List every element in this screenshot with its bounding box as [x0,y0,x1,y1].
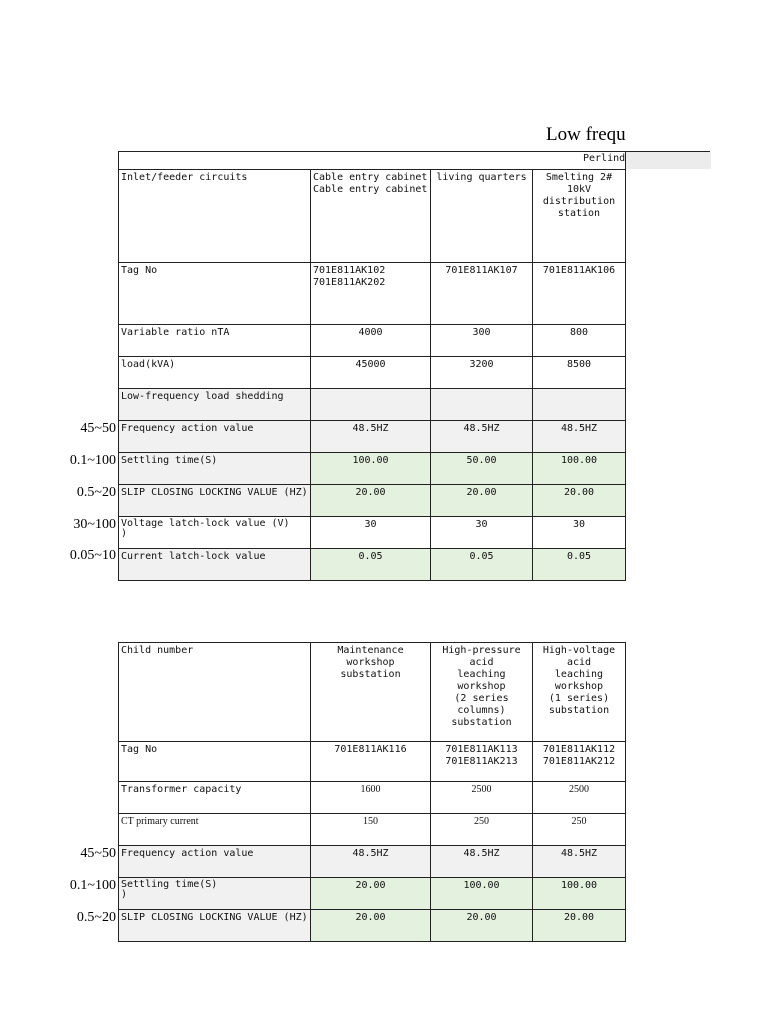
cell: 20.00 [431,485,533,517]
cell: High-pressure acid leaching workshop (2 series columns) substation [431,643,533,742]
cell: 701E811AK112 701E811AK212 [533,742,626,782]
row-label: Frequency action value [119,421,311,453]
table-row [119,549,626,581]
cell: 0.05 [533,549,626,581]
row-label: Child number [119,643,311,742]
cell: 48.5HZ [311,421,431,453]
subtitle: Perlind [583,153,625,164]
cell: 8500 [533,357,626,389]
table-row [119,485,626,517]
row-label: Settling time(S) [119,453,311,485]
row-label: Voltage latch-lock value (V) ) [119,517,311,549]
row-label: Variable ratio nTA [119,325,311,357]
cell: 701E811AK102 701E811AK202 [311,263,431,325]
cell: 48.5HZ [533,421,626,453]
cell: High-voltage acid leaching workshop (1 series) substation [533,643,626,742]
table-row [119,421,626,453]
row-label: SLIP CLOSING LOCKING VALUE (HZ) [119,485,311,517]
cell: 20.00 [311,485,431,517]
range-label: 45~50 [80,846,116,861]
cell: 48.5HZ [431,421,533,453]
cell [311,389,431,421]
cell: 100.00 [533,453,626,485]
range-label: 0.1~100 [69,453,116,468]
cell: 30 [431,517,533,549]
cell: 800 [533,325,626,357]
row-label: Tag No [119,263,311,325]
table-substations [118,642,626,942]
table-row [119,263,626,325]
range-label: 0.05~10 [69,548,116,563]
table-row [119,170,626,263]
row-label: SLIP CLOSING LOCKING VALUE (HZ) [119,910,311,942]
table-row [119,782,626,814]
cell: 50.00 [431,453,533,485]
row-label: load(kVA) [119,357,311,389]
row-label: Transformer capacity [119,782,311,814]
cell [431,389,533,421]
range-label: 0.1~100 [69,878,116,893]
cell: 150 [311,814,431,846]
cell: 20.00 [533,910,626,942]
cell: 30 [533,517,626,549]
table-row [119,742,626,782]
row-label: Tag No [119,742,311,782]
cell: 0.05 [311,549,431,581]
cell: 701E811AK113 701E811AK213 [431,742,533,782]
table-row [119,357,626,389]
range-label: 45~50 [80,421,116,436]
cell [533,389,626,421]
row-label: Settling time(S) ) [119,878,311,910]
cell: 250 [533,814,626,846]
cell: 20.00 [431,910,533,942]
table-row [119,389,626,421]
range-label: 30~100 [73,517,116,532]
cell: 100.00 [533,878,626,910]
cell: living quarters [431,170,533,263]
cell: 1600 [311,782,431,814]
table-row [119,325,626,357]
cell: 20.00 [533,485,626,517]
cell: 3200 [431,357,533,389]
cell: 48.5HZ [533,846,626,878]
table-row [119,910,626,942]
range-label: 0.5~20 [76,485,116,500]
table-row [119,846,626,878]
table-low-frequency-feeders [118,169,626,581]
range-label: 0.5~20 [76,910,116,925]
table-row [119,517,626,549]
table-row [119,878,626,910]
row-label: Low-frequency load shedding [119,389,311,421]
cell: 20.00 [311,910,431,942]
row-label: Frequency action value [119,846,311,878]
row-label: Inlet/feeder circuits [119,170,311,263]
table-row [119,453,626,485]
cell: Smelting 2# 10kV distribution station [533,170,626,263]
cell: 100.00 [431,878,533,910]
cell: 20.00 [311,878,431,910]
cell: 48.5HZ [431,846,533,878]
cell: 300 [431,325,533,357]
cell: 701E811AK107 [431,263,533,325]
cell: 701E811AK116 [311,742,431,782]
cell: 4000 [311,325,431,357]
cell: 250 [431,814,533,846]
cell: 2500 [533,782,626,814]
cell: 100.00 [311,453,431,485]
table-row [119,643,626,742]
cell: 2500 [431,782,533,814]
cell: 48.5HZ [311,846,431,878]
cell: 30 [311,517,431,549]
table-row [119,814,626,846]
cell: 45000 [311,357,431,389]
row-label: CT primary current [119,814,311,846]
cell: Cable entry cabinet Cable entry cabinet [311,170,431,263]
page-title: Low frequ [546,124,626,145]
cell: 701E811AK106 [533,263,626,325]
cell: Maintenance workshop substation [311,643,431,742]
row-label: Current latch-lock value [119,549,311,581]
cell: 0.05 [431,549,533,581]
subtitle-bar [118,151,710,169]
